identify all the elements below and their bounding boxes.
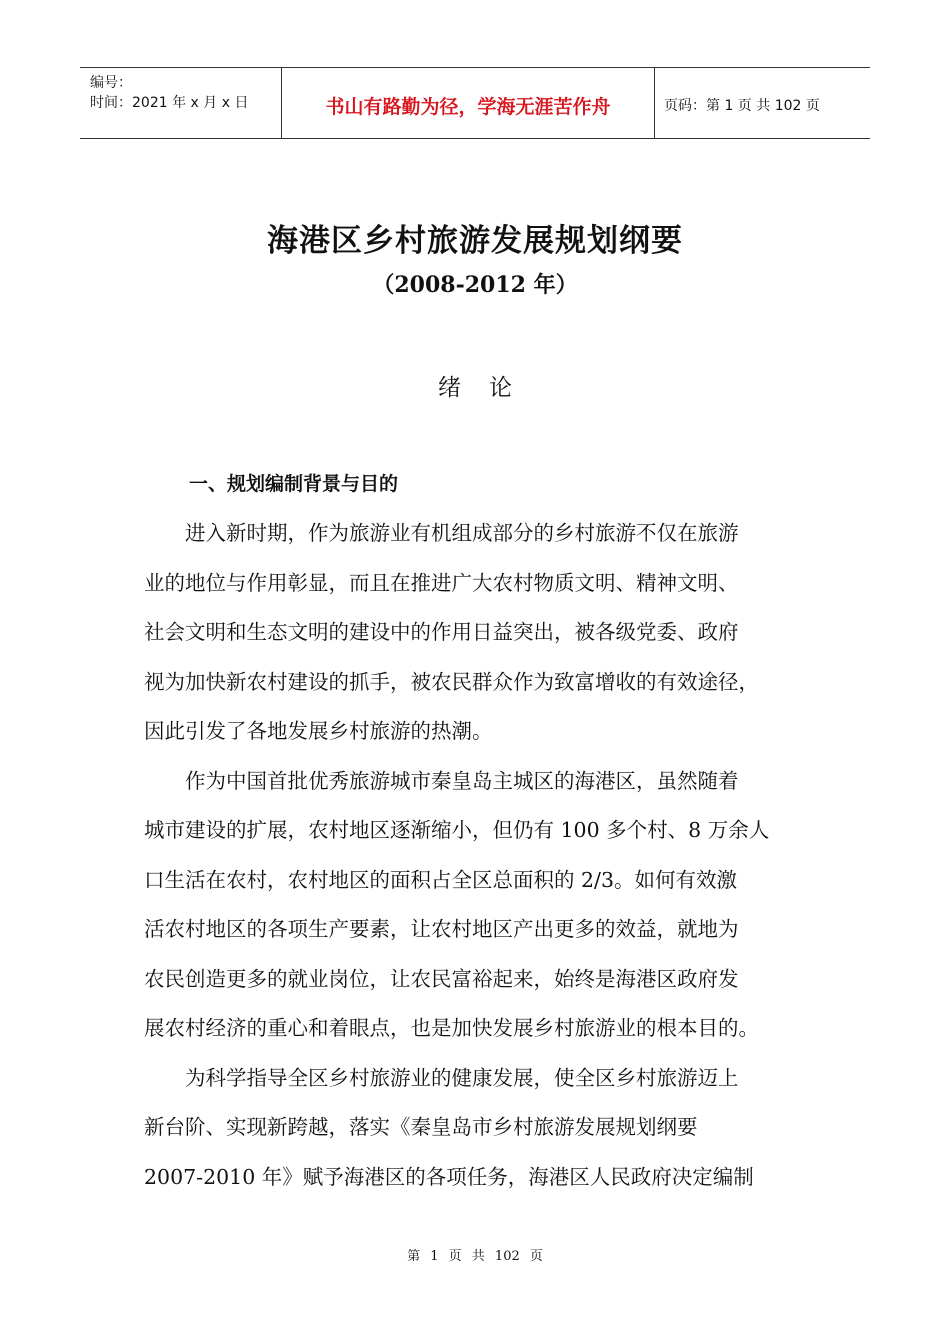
body-line: 进入新时期，作为旅游业有机组成部分的乡村旅游不仅在旅游: [144, 521, 739, 545]
body-line: 活农村地区的各项生产要素，让农村地区产出更多的效益，就地为: [144, 917, 739, 941]
body-line: 视为加快新农村建设的抓手，被农民群众作为致富增收的有效途径，: [144, 669, 759, 694]
intro-heading: 绪论: [438, 375, 540, 401]
header-meta-cell: [80, 68, 280, 138]
body-line: 2007-2010 年》赋予海港区的各项任务，海港区人民政府决定编制: [144, 1164, 754, 1189]
header-table: [80, 67, 870, 139]
document-number-label: 编号：: [90, 75, 132, 91]
body-line: 社会文明和生态文明的建设中的作用日益突出，被各级党委、政府: [144, 620, 739, 644]
header-page-info: 页码：第 1 页 共 102 页: [664, 98, 820, 114]
document-title: 海港区乡村旅游发展规划纲要: [267, 223, 683, 259]
section-heading: 一、规划编制背景与目的: [189, 473, 399, 495]
page-footer: 第 1 页 共 102 页: [407, 1249, 543, 1264]
body-text: [144, 515, 814, 1208]
body-line: 口生活在农村，农村地区的面积占全区总面积的 2/3。如何有效激: [144, 867, 738, 892]
header-motto-cell: [281, 68, 655, 138]
body-line: 为科学指导全区乡村旅游业的健康发展，使全区乡村旅游迈上: [144, 1065, 739, 1090]
body-line: 作为中国首批优秀旅游城市秦皇岛主城区的海港区，虽然随着: [144, 768, 739, 793]
header-page-cell: [654, 68, 870, 138]
body-line: 城市建设的扩展，农村地区逐渐缩小，但仍有 100 多个村、8 万余人: [144, 818, 770, 842]
document-subtitle: （2008-2012 年）: [372, 272, 578, 298]
motto-text: 书山有路勤为径，学海无涯苦作舟: [325, 96, 611, 118]
body-line: 展农村经济的重心和着眼点，也是加快发展乡村旅游业的根本目的。: [144, 1016, 759, 1040]
body-line: 因此引发了各地发展乡村旅游的热潮。: [144, 719, 493, 743]
body-line: 业的地位与作用彰显，而且在推进广大农村物质文明、精神文明、: [144, 570, 739, 595]
body-line: 农民创造更多的就业岗位，让农民富裕起来，始终是海港区政府发: [144, 966, 739, 991]
document-time-label: 时间：2021 年 x 月 x 日: [90, 95, 249, 111]
body-line: 新台阶、实现新跨越，落实《秦皇岛市乡村旅游发展规划纲要: [144, 1115, 698, 1139]
